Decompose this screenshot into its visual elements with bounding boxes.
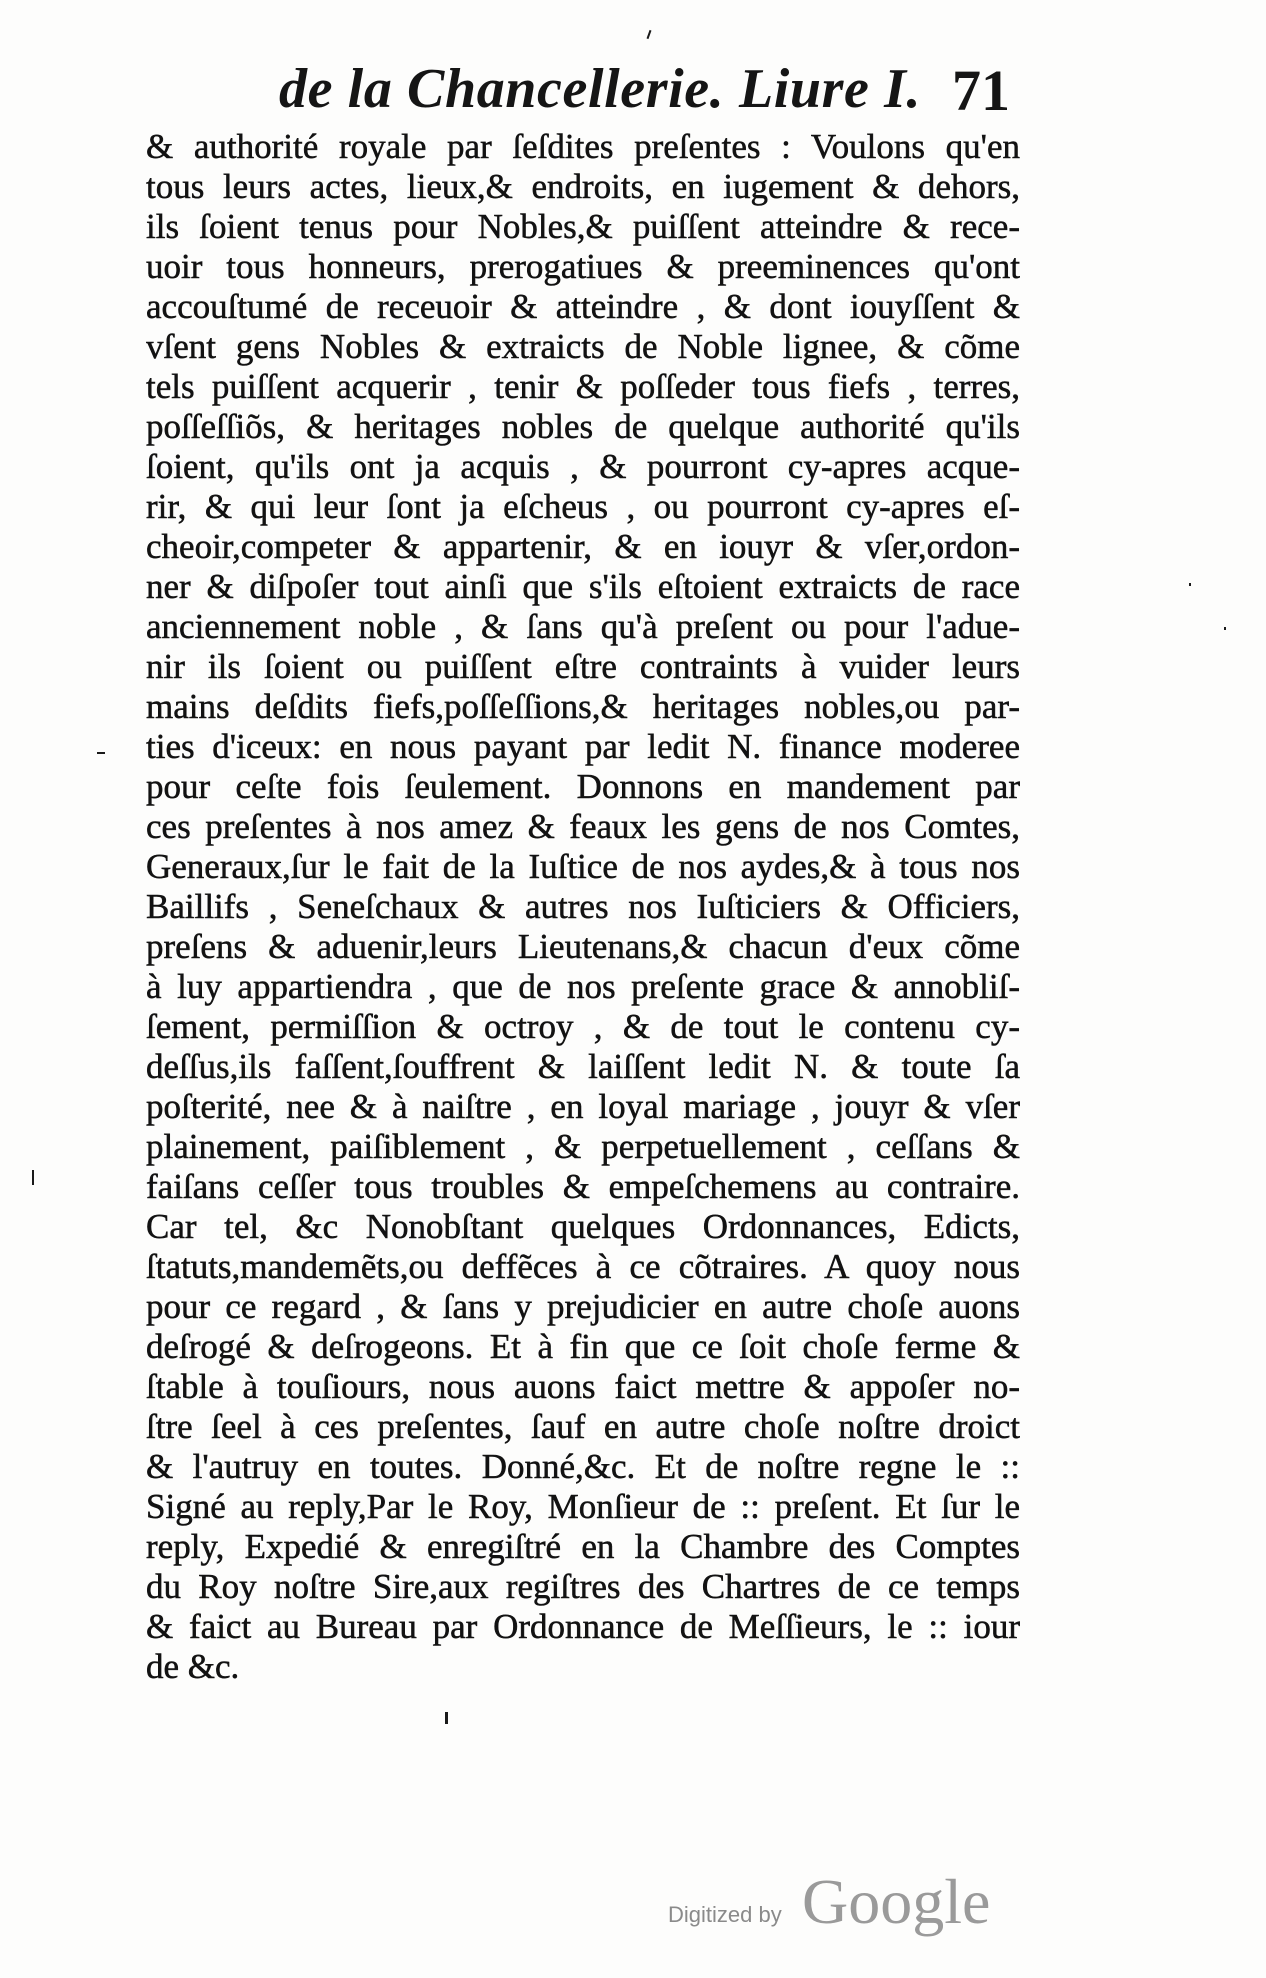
text-line: plainement, paiſiblement , & perpetuellement , ceſſans &: [146, 1127, 1020, 1166]
text-line: uoir tous honneurs, prerogatiues & preeminences qu'ont: [146, 247, 1020, 286]
text-line: deſſus,ils faſſent,ſouffrent & laiſſent ledit N. & toute ſa: [146, 1047, 1020, 1086]
text-line: ils ſoient tenus pour Nobles,& puiſſent atteindre & rece-: [146, 207, 1020, 246]
text-line: Baillifs , Seneſchaux & autres nos Iuſticiers & Officiers,: [146, 887, 1020, 926]
text-line: ner & diſpoſer tout ainſi que s'ils eſtoient extraicts de race: [146, 567, 1020, 606]
text-line: Car tel, &c Nonobſtant quelques Ordonnances, Edicts,: [146, 1207, 1020, 1246]
body-text: [146, 127, 1020, 1687]
ink-speck: [647, 30, 652, 39]
text-line: à luy appartiendra , que de nos preſente grace & annobliſ-: [146, 967, 1020, 1006]
text-line: deſrogé & deſrogeons. Et à fin que ce ſoit choſe ferme &: [146, 1327, 1020, 1366]
text-line: preſens & aduenir,leurs Lieutenans,& chacun d'eux cõme: [146, 927, 1020, 966]
text-line: ſoient, qu'ils ont ja acquis , & pourront cy-apres acque-: [146, 447, 1020, 486]
text-line: ſtable à touſiours, nous auons faict mettre & appoſer no-: [146, 1367, 1020, 1406]
text-line: vſent gens Nobles & extraicts de Noble lignee, & cõme: [146, 327, 1020, 366]
ink-speck: [1189, 583, 1191, 586]
text-line: accouſtumé de receuoir & atteindre , & dont iouyſſent &: [146, 287, 1020, 326]
text-line: faiſans ceſſer tous troubles & empeſchemens au contraire.: [146, 1167, 1020, 1206]
text-line: ſtre ſeel à ces preſentes, ſauf en autre choſe noſtre droict: [146, 1407, 1020, 1446]
text-line: anciennement noble , & ſans qu'à preſent ou pour l'adue-: [146, 607, 1020, 646]
text-line: & authorité royale par ſeſdites preſentes : Voulons qu'en: [146, 127, 1020, 166]
ink-speck: [1224, 627, 1226, 630]
text-line: tels puiſſent acquerir , tenir & poſſeder tous fiefs , terres,: [146, 367, 1020, 406]
text-line: & l'autruy en toutes. Donné,&c. Et de noſtre regne le ::: [146, 1447, 1020, 1486]
text-line: cheoir,competer & appartenir, & en iouyr & vſer,ordon-: [146, 527, 1020, 566]
text-line: tous leurs actes, lieux,& endroits, en iugement & dehors,: [146, 167, 1020, 206]
text-line: poſterité, nee & à naiſtre , en loyal mariage , jouyr & vſer: [146, 1087, 1020, 1126]
watermark-logo: Google: [802, 1866, 991, 1937]
text-line: rir, & qui leur ſont ja eſcheus , ou pourront cy-apres eſ-: [146, 487, 1020, 526]
text-line-final: de &c.: [146, 1647, 240, 1686]
text-line: ſtatuts,mandemẽts,ou deffẽces à ce cõtraires. A quoy nous: [146, 1247, 1020, 1286]
text-line: Generaux,ſur le fait de la Iuſtice de nos aydes,& à tous nos: [146, 847, 1020, 886]
text-line: du Roy noſtre Sire,aux regiſtres des Chartres de ce temps: [146, 1567, 1020, 1606]
text-line: & faict au Bureau par Ordonnance de Meſſieurs, le :: iour: [146, 1607, 1020, 1646]
ink-speck: [32, 1170, 34, 1185]
ink-speck: [97, 752, 105, 754]
text-line: pour ce regard , & ſans y prejudicier en autre choſe auons: [146, 1287, 1020, 1326]
text-line: nir ils ſoient ou puiſſent eſtre contraints à vuider leurs: [146, 647, 1020, 686]
running-head: de la Chancellerie. Liure I.: [279, 58, 922, 120]
watermark-prefix: Digitized by: [668, 1902, 782, 1927]
text-line: reply, Expedié & enregiſtré en la Chambre des Comptes: [146, 1527, 1020, 1566]
text-line: ties d'iceux: en nous payant par ledit N. finance moderee: [146, 727, 1020, 766]
text-line: poſſeſſiõs, & heritages nobles de quelque authorité qu'ils: [146, 407, 1020, 446]
text-line: pour ceſte fois ſeulement. Donnons en mandement par: [146, 767, 1020, 806]
text-line: ces preſentes à nos amez & feaux les gens de nos Comtes,: [146, 807, 1020, 846]
text-line: ſement, permiſſion & octroy , & de tout le contenu cy-: [146, 1007, 1020, 1046]
page-number: 71: [952, 58, 1010, 123]
text-line: mains deſdits fiefs,poſſeſſions,& heritages nobles,ou par-: [146, 687, 1020, 726]
ink-speck: [445, 1712, 448, 1724]
text-line: Signé au reply,Par le Roy, Monſieur de :: preſent. Et ſur le: [146, 1487, 1020, 1526]
